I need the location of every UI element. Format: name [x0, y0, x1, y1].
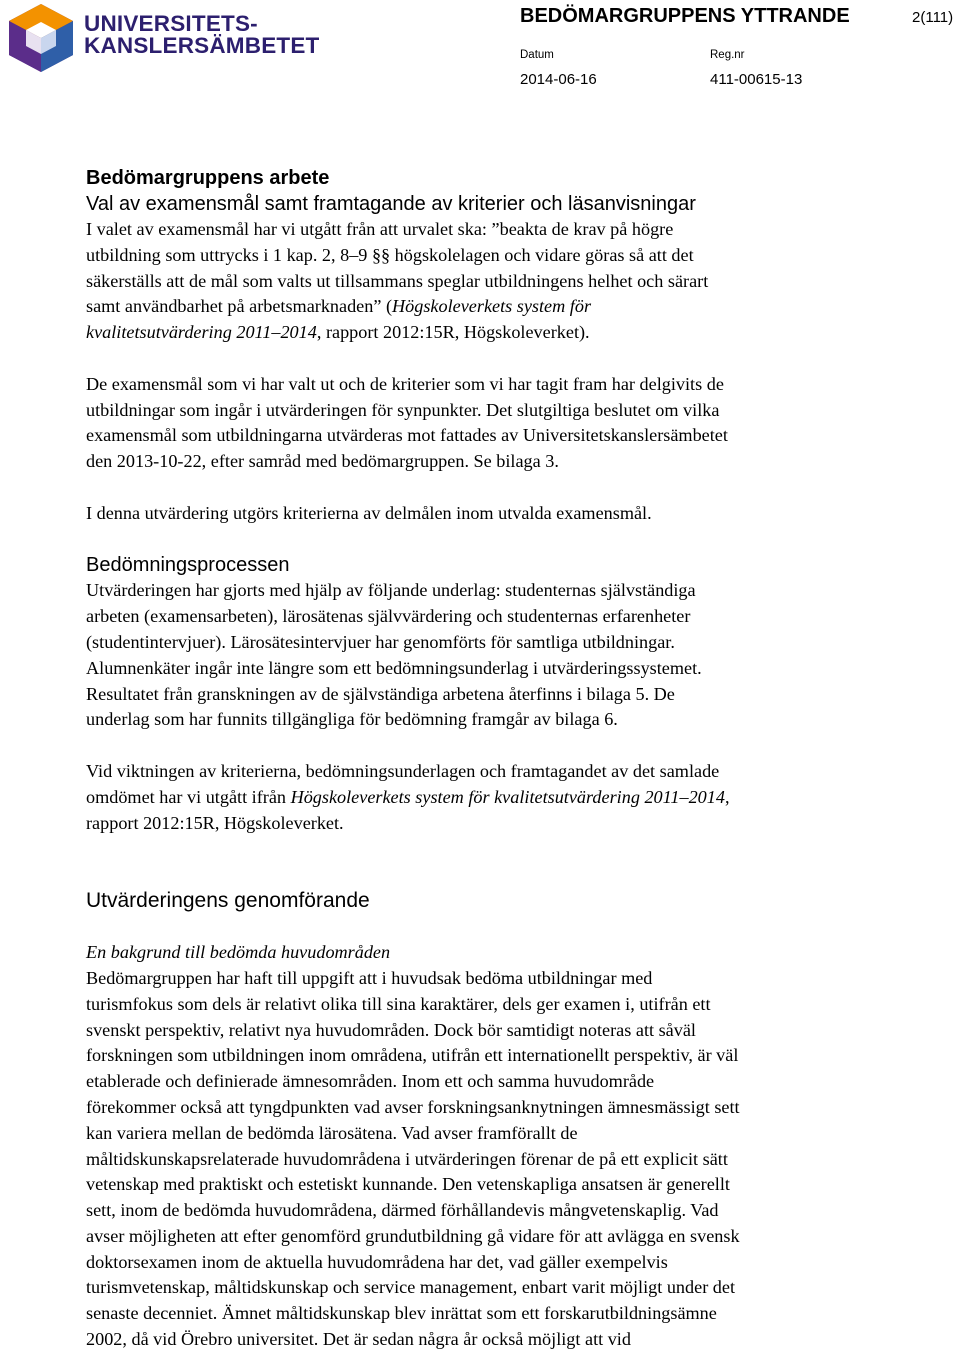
- text-line: den 2013-10-22, efter samråd med bedömargruppen. Se bilaga 3.: [86, 451, 559, 472]
- date-value: 2014-06-16: [520, 71, 597, 88]
- text-line: forskningen som utbildningen inom områdena, utifrån ett internationellt perspektiv, är väl: [86, 1045, 739, 1066]
- text-run: omdömet har vi utgått ifrån: [86, 786, 291, 807]
- paragraph-exam-goals: [86, 217, 886, 346]
- subheading-exam-goals: Val av examensmål samt framtagande av kriterier och läsanvisningar: [86, 193, 696, 215]
- text-line: Bedömargruppen har haft till uppgift att i huvudsak bedöma utbildningar med: [86, 967, 653, 988]
- text-line: (studentintervjuer). Lärosätesintervjuer har genomförts för samtliga utbildningar.: [86, 631, 675, 652]
- citation-title: Högskoleverkets system för kvalitetsutvärdering 2011–2014: [290, 786, 725, 807]
- text-line: etablerade och definierade ämnesområden. Inom ett och samma huvudområde: [86, 1071, 655, 1092]
- text-line: senaste decenniet. Ämnet måltidskunskap blev inrättat som ett forskarutbildningsämne: [86, 1303, 717, 1324]
- text-line: examensmål som utbildningarna utvärderas mot fattades av Universitetskanslersämbetet: [86, 425, 728, 446]
- text-line: utbildning som uttrycks i 1 kap. 2, 8–9 §§ högskolelagen och vidare göras så att det: [86, 244, 694, 265]
- citation-title: kvalitetsutvärdering 2011–2014: [86, 322, 317, 343]
- text-line: svenskt perspektiv, relativt nya huvudområden. Dock bör samtidigt noteras att såväl: [86, 1019, 696, 1040]
- text-line: avser möjligheten att efter genomförd grundutbildning gå vidare för att avlägga en svensk: [86, 1225, 740, 1246]
- uka-logo-icon: [6, 2, 76, 74]
- text-line: måltidskunskapsrelaterade huvudområdena i utvärderingen förenar de på ett explicit sätt: [86, 1148, 728, 1169]
- logo-line-2: KANSLERSÄMBETET: [84, 33, 320, 58]
- text-line: [86, 320, 886, 346]
- text-line: arbeten (examensarbeten), lärosätenas självvärdering och studenternas erfarenheter: [86, 606, 691, 627]
- text-line: Alumnenkäter ingår inte längre som ett bedömningsunderlag i utvärderingssystemet.: [86, 657, 702, 678]
- paragraph-process: [86, 578, 886, 733]
- logo-line-1: UNIVERSITETS-: [84, 11, 258, 36]
- text-line: [86, 294, 886, 320]
- paragraph-weighting: [86, 759, 886, 836]
- text-line: förekommer också att tyngdpunkten vad avser forskningsanknytningen ämnesmässigt sett: [86, 1096, 740, 1117]
- text-run: , rapport 2012:15R, Högskoleverket).: [316, 322, 590, 343]
- text-line: turismvetenskap, måltidskunskap och service management, enbart varit möjligt under det: [86, 1277, 736, 1298]
- text-line: doktorsexamen inom de aktuella huvudområdena har det, vad gäller exempelvis: [86, 1251, 668, 1272]
- paragraph-background: [86, 966, 886, 1353]
- document-title: BEDÖMARGRUPPENS YTTRANDE: [520, 5, 850, 27]
- text-line: 2002, då vid Örebro universitet. Det är sedan några år också möjligt att vid: [86, 1329, 631, 1350]
- text-line: rapport 2012:15R, Högskoleverket.: [86, 812, 344, 833]
- subheading-background: En bakgrund till bedömda huvudområden: [86, 942, 391, 963]
- regnr-label: Reg.nr: [710, 49, 745, 61]
- text-line: turismfokus som dels är relativt olika till sina karaktärer, dels ger examen i, utifrån ett: [86, 993, 711, 1014]
- date-label: Datum: [520, 49, 554, 61]
- text-line: utbildningar som ingår i utvärderingen för synpunkter. Det slutgiltiga beslutet om vilka: [86, 399, 720, 420]
- page-number: 2(111): [912, 9, 954, 26]
- paragraph-criteria: [86, 372, 886, 475]
- regnr-value: 411-00615-13: [710, 71, 803, 88]
- section-heading-implementation: Utvärderingens genomförande: [86, 889, 370, 913]
- text-line: underlag som har funnits tillgängliga för bedömning framgår av bilaga 6.: [86, 709, 618, 730]
- text-line: De examensmål som vi har valt ut och de kriterier som vi har tagit fram har delgivits de: [86, 373, 724, 394]
- text-line: kan variera mellan de bedömda lärosätena. Vad avser framförallt de: [86, 1122, 578, 1143]
- paragraph-criteria-note: I denna utvärdering utgörs kriterierna av delmålen inom utvalda examensmål.: [86, 502, 652, 523]
- text-line: [86, 785, 886, 811]
- logo-wordmark: [84, 13, 320, 57]
- text-line: Resultatet från granskningen av de självständiga arbetena återfinns i bilaga 5. De: [86, 683, 675, 704]
- text-run: ,: [724, 786, 730, 807]
- section-heading-process: Bedömningsprocessen: [86, 554, 290, 577]
- text-line: säkerställs att de mål som valts ut tillsammans speglar utbildningens helhet och särart: [86, 270, 709, 291]
- text-line: vetenskap med praktiskt och estetiskt kunnande. Den vetenskapliga ansatsen är generellt: [86, 1174, 730, 1195]
- text-line: I valet av examensmål har vi utgått från att urvalet ska: ”beakta de krav på högre: [86, 219, 674, 239]
- section-heading-work: Bedömargruppens arbete: [86, 167, 330, 189]
- text-line: Vid viktningen av kriterierna, bedömningsunderlagen och framtagandet av det samlade: [86, 760, 720, 781]
- text-line: Utvärderingen har gjorts med hjälp av följande underlag: studenternas självständiga: [86, 580, 696, 601]
- text-run: samt användbarhet på arbetsmarknaden” (: [86, 296, 393, 317]
- document-body: [86, 165, 886, 1353]
- text-line: sett, inom de bedömda huvudområdena, därmed förhållandevis mångvetenskaplig. Vad: [86, 1200, 719, 1221]
- citation-title: Högskoleverkets system för: [392, 296, 592, 317]
